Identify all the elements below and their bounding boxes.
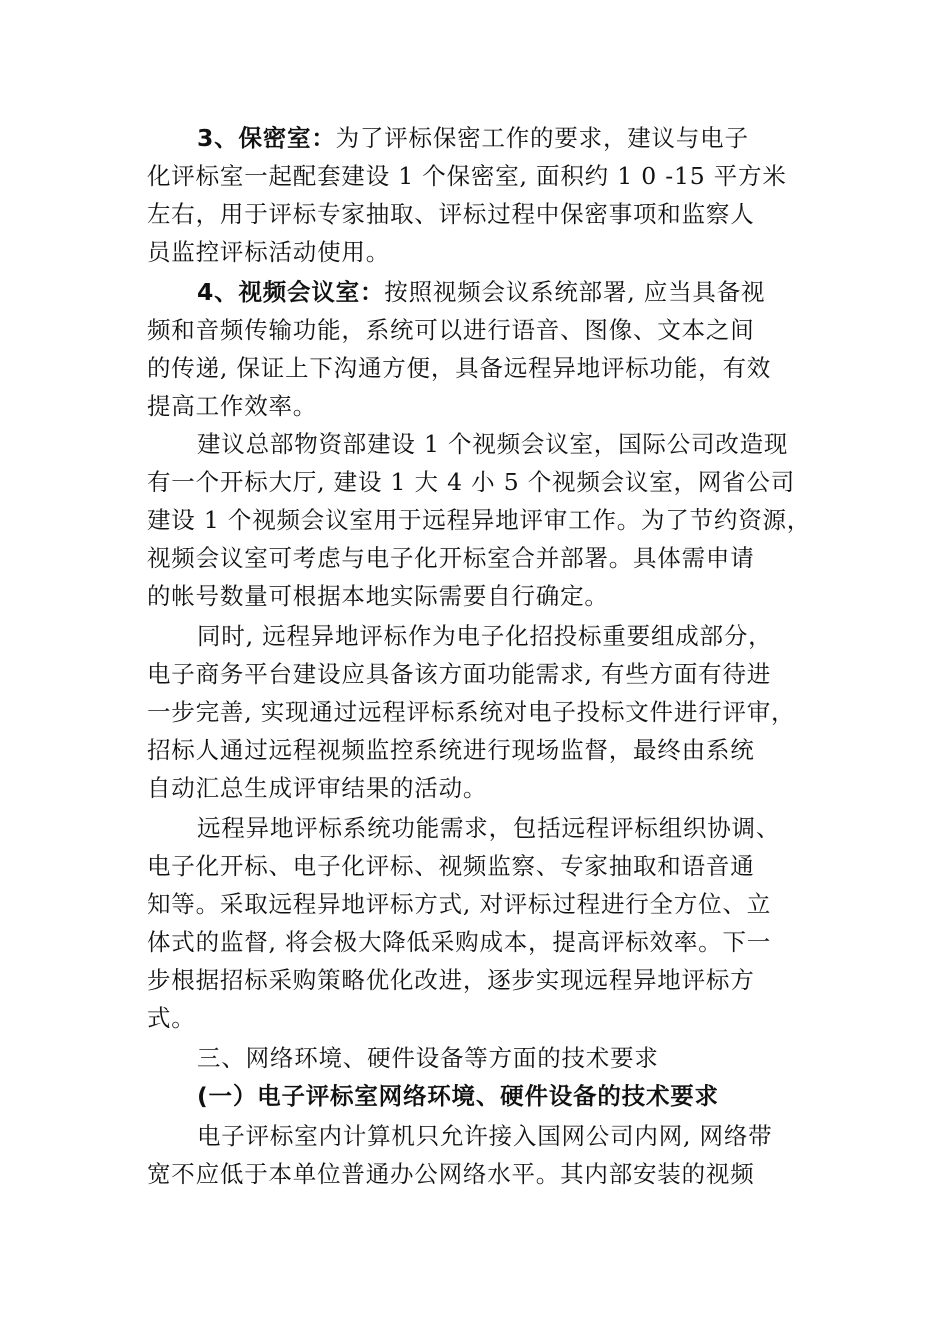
text-line: 远程异地评标系统功能需求，包括远程评标组织协调、 [197,814,781,842]
video-room-text: 按照视频会议系统部署, 应当具备视 [384,278,766,306]
text-line: 同时, 远程异地评标作为电子化招投标重要组成部分， [197,622,773,650]
subsection-heading: (一）电子评标室网络环境、硬件设备的技术要求 [197,1082,719,1110]
text-line: 左右，用于评标专家抽取、评标过程中保密事项和监察人 [147,200,755,228]
security-room-text: 为了评标保密工作的要求，建议与电子 [335,124,749,152]
text-line: 提高工作效率。 [147,392,318,420]
video-room-heading: 4、视频会议室： [197,278,385,306]
text-line: 宽不应低于本单位普通办公网络水平。其内部安装的视频 [147,1160,755,1188]
text-line: 电子化开标、电子化评标、视频监察、专家抽取和语音通 [147,852,755,880]
text-line: 电子评标室内计算机只允许接入国网公司内网, 网络带 [197,1122,773,1150]
text-line: 体式的监督, 将会极大降低采购成本，提高评标效率。下一 [147,928,772,956]
text-line: 自动汇总生成评审结果的活动。 [147,774,488,802]
text-line: 电子商务平台建设应具备该方面功能需求, 有些方面有待进 [147,660,772,688]
paragraph-security-room-line-1 [197,123,749,153]
text-line: 步根据招标采购策略优化改进，逐步实现远程异地评标方 [147,966,755,994]
text-line: 化评标室一起配套建设 1 个保密室, 面积约 1 0 -15 平方米 [147,162,787,190]
text-line: 建设 1 个视频会议室用于远程异地评审工作。为了节约资源， [147,506,812,534]
text-line: 建议总部物资部建设 1 个视频会议室，国际公司改造现 [197,430,789,458]
text-line: 的传递, 保证上下沟通方便，具备远程异地评标功能，有效 [147,354,772,382]
text-line: 视频会议室可考虑与电子化开标室合并部署。具体需申请 [147,544,755,572]
text-line: 有一个开标大厅, 建设 1 大 4 小 5 个视频会议室，网省公司 [147,468,796,496]
text-line: 频和音频传输功能，系统可以进行语音、图像、文本之间 [147,316,755,344]
text-line: 的帐号数量可根据本地实际需要自行确定。 [147,582,609,610]
section-heading: 三、网络环境、硬件设备等方面的技术要求 [197,1044,659,1072]
text-line: 知等。采取远程异地评标方式, 对评标过程进行全方位、立 [147,890,772,918]
security-room-heading: 3、保密室： [197,124,336,152]
text-line: 员监控评标活动使用。 [147,238,390,266]
text-line: 式。 [147,1004,196,1032]
text-line: 招标人通过远程视频监控系统进行现场监督，最终由系统 [147,736,755,764]
text-line: 一步完善, 实现通过远程评标系统对电子投标文件进行评审， [147,698,796,726]
paragraph-video-room-line-1 [197,277,765,307]
